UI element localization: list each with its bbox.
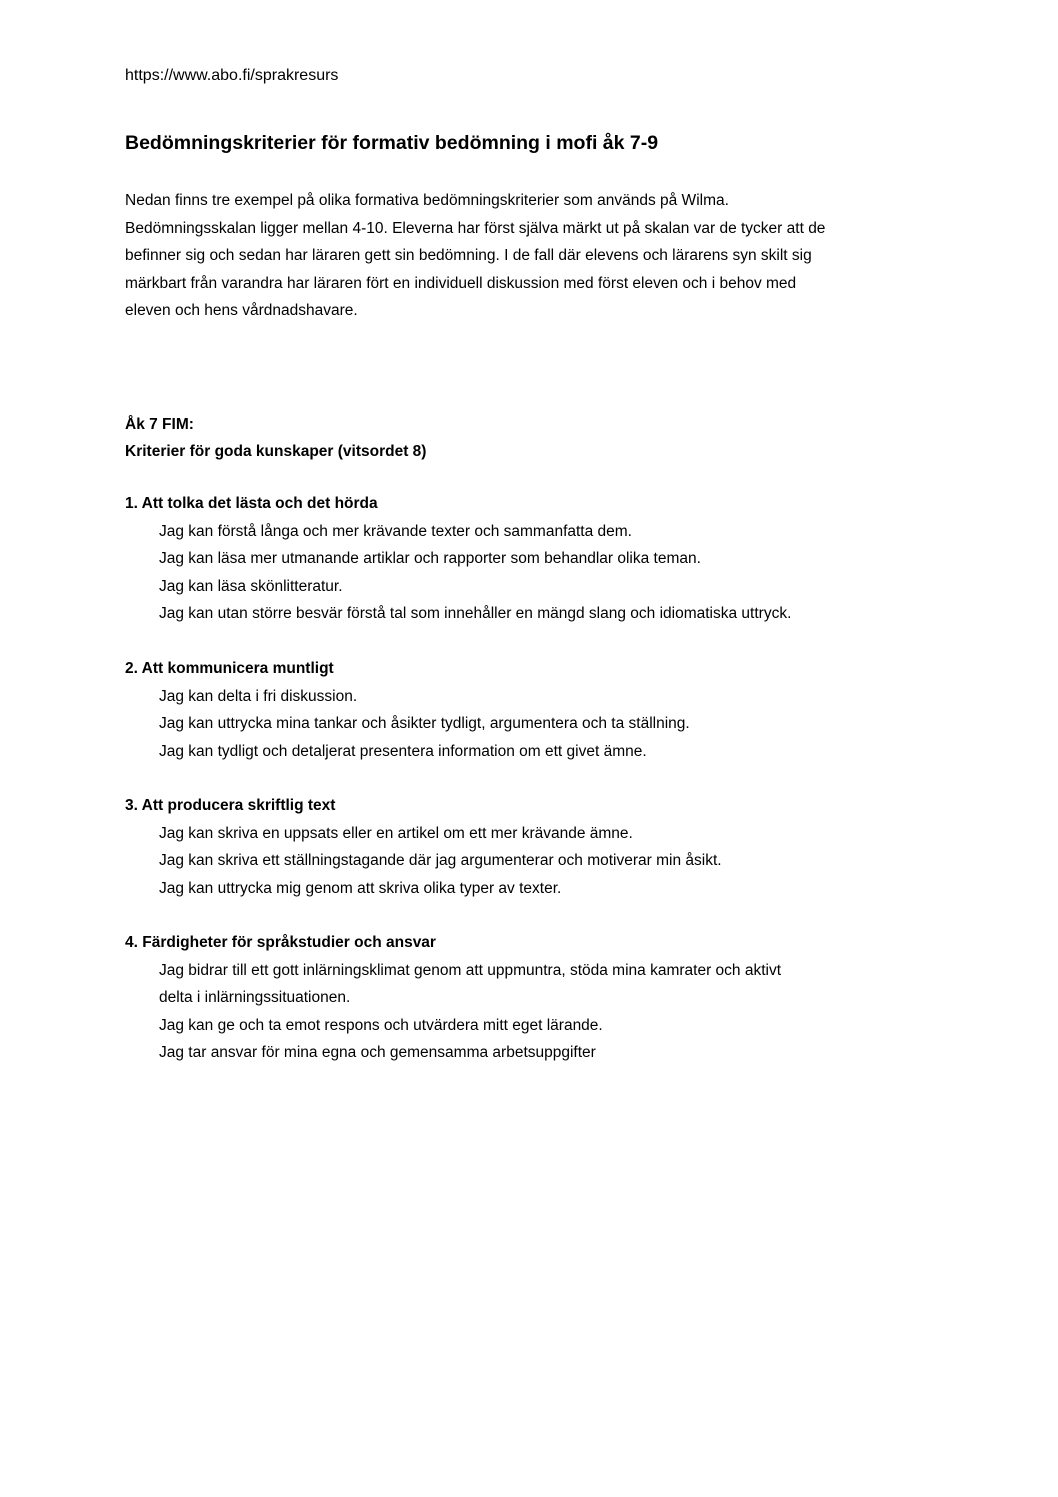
criteria-text: Jag kan skriva en uppsats eller en artikel om ett mer krävande ämne. (159, 824, 633, 842)
intro-line: befinner sig och sedan har läraren gett sin bedömning. I de fall där elevens och lärarens syn skilt sig (125, 247, 812, 265)
section-heading: 1. Att tolka det lästa och det hörda (125, 495, 378, 512)
criteria-item (159, 957, 945, 1012)
criteria-item (159, 710, 945, 738)
criteria-list (125, 518, 945, 628)
criteria-section (125, 655, 945, 765)
criteria-text-continued: delta i inlärningssituationen. (159, 989, 351, 1006)
section-heading: 4. Färdigheter för språkstudier och ansvar (125, 934, 436, 951)
source-url: https://www.abo.fi/sprakresurs (125, 67, 339, 84)
intro-line: Nedan finns tre exempel på olika formativa bedömningskriterier som används på Wilma. (125, 192, 729, 209)
criteria-text: Jag kan uttrycka mig genom att skriva olika typer av texter. (159, 879, 562, 897)
intro-line: Bedömningsskalan ligger mellan 4-10. Eleverna har först själva märkt ut på skalan var de tycker att de (125, 219, 826, 237)
criteria-list (125, 820, 945, 903)
criteria-item (159, 1039, 945, 1067)
criteria-item (159, 518, 945, 546)
criteria-item (159, 600, 945, 628)
criteria-section (125, 792, 945, 902)
criteria-text: Jag kan uttrycka mina tankar och åsikter tydligt, argumentera och ta ställning. (159, 715, 690, 732)
criteria-item (159, 683, 945, 711)
grade-heading: Åk 7 FIM: (125, 416, 194, 433)
grade-heading-block (125, 411, 426, 465)
criteria-text: Jag kan läsa mer utmanande artiklar och rapporter som behandlar olika teman. (159, 550, 701, 567)
intro-paragraph (125, 187, 945, 325)
criteria-item (159, 820, 945, 848)
criteria-text: Jag kan utan större besvär förstå tal som innehåller en mängd slang och idiomatiska uttryck. (159, 605, 792, 622)
document-title: Bedömningskriterier för formativ bedömning i mofi åk 7-9 (125, 132, 659, 154)
criteria-section (125, 929, 945, 1067)
section-heading: 3. Att producera skriftlig text (125, 797, 336, 814)
criteria-item (159, 545, 945, 573)
criteria-text: Jag tar ansvar för mina egna och gemensamma arbetsuppgifter (159, 1044, 596, 1061)
criteria-text: Jag kan tydligt och detaljerat presentera information om ett givet ämne. (159, 742, 647, 760)
criteria-item (159, 738, 945, 766)
criteria-item (159, 875, 945, 903)
criteria-text: Jag kan läsa skönlitteratur. (159, 577, 343, 595)
criteria-text: Jag kan delta i fri diskussion. (159, 687, 358, 705)
criteria-section (125, 490, 945, 628)
criteria-list (125, 683, 945, 766)
criteria-list (125, 957, 945, 1067)
criteria-text: Jag kan ge och ta emot respons och utvärdera mitt eget lärande. (159, 1016, 603, 1034)
section-heading: 2. Att kommunicera muntligt (125, 660, 334, 677)
criteria-text: Jag kan skriva ett ställningstagande där jag argumenterar och motiverar min åsikt. (159, 852, 722, 869)
criteria-item (159, 1012, 945, 1040)
criteria-text: Jag bidrar till ett gott inlärningsklimat genom att uppmuntra, stöda mina kamrater och aktivt (159, 961, 782, 979)
criteria-item (159, 847, 945, 875)
criteria-text: Jag kan förstå långa och mer krävande texter och sammanfatta dem. (159, 522, 632, 540)
intro-line: eleven och hens vårdnadshavare. (125, 302, 358, 320)
intro-line: märkbart från varandra har läraren fört en individuell diskussion med först eleven och i behov med (125, 274, 797, 292)
criteria-item (159, 573, 945, 601)
criteria-heading: Kriterier för goda kunskaper (vitsordet 8) (125, 443, 427, 460)
